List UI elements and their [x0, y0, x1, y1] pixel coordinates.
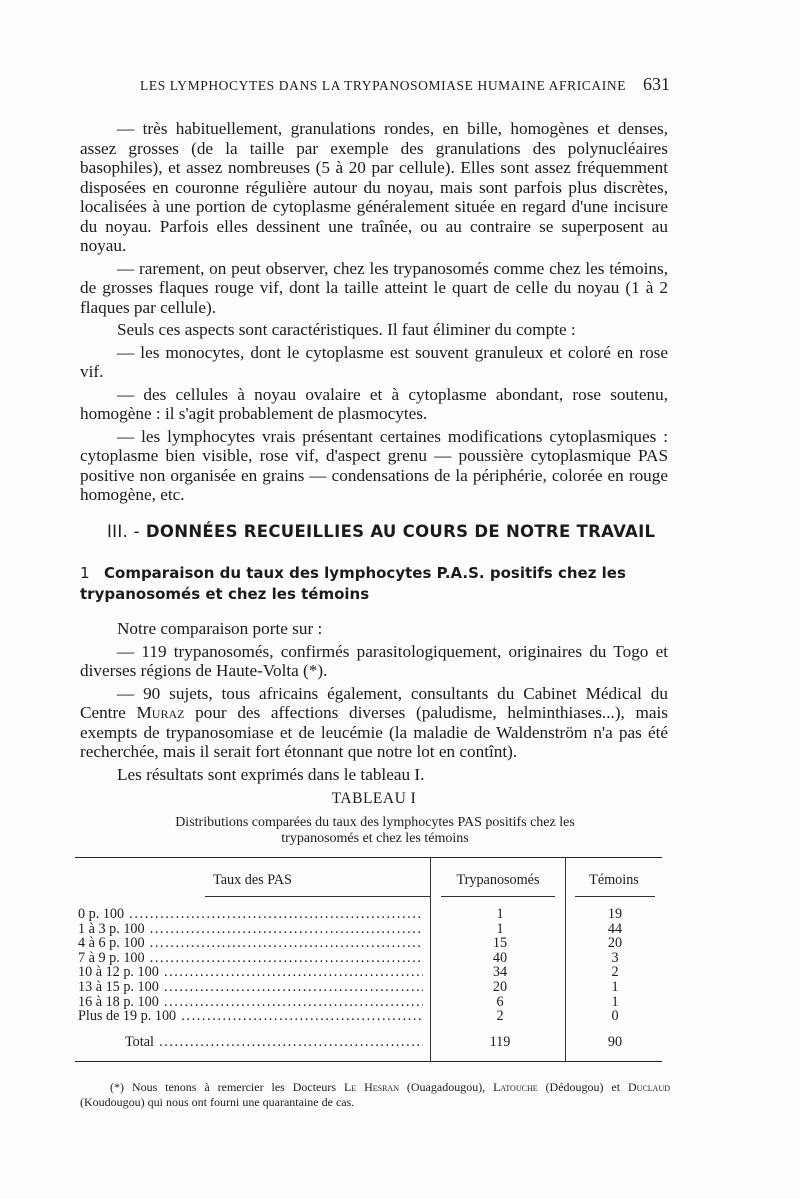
row-label: 4 à 6 p. 100 .....	[78, 935, 423, 952]
cell-temoins: 0	[611, 1008, 619, 1025]
row-label: 1 à 3 p. 100 .....	[78, 921, 423, 938]
centre-name: Muraz	[136, 703, 185, 722]
table-title: TABLEAU I	[331, 790, 417, 807]
column-header: Taux des PAS	[213, 872, 292, 888]
table-row	[75, 964, 662, 979]
footnote-mark: (*)	[110, 1080, 124, 1094]
section-title: DONNÉES RECUEILLIES AU COURS DE NOTRE TRAVAIL	[145, 522, 656, 541]
text-span: (Ouagadougou),	[398, 1080, 494, 1094]
paragraph: — les lymphocytes vrais présentant certaines modifications cytoplasmiques : cytoplasme bien visible, rose vif, d'aspect grenu — poussière cytoplasmique PAS positive non organisée en grains — condensations de la périphérie, colorée en rouge homogène, etc.	[80, 426, 668, 504]
paragraph: — des cellules à noyau ovalaire et à cytoplasme abondant, rose soutenu, homogène : il s'agit probablement de plasmocytes.	[80, 384, 668, 423]
row-label: 10 à 12 p. 100 .....	[78, 964, 423, 981]
subsection-title: Comparaison du taux des lymphocytes P.A.S. positifs chez les trypanosomés et chez les témoins	[80, 564, 626, 603]
body-text-block-1	[80, 119, 668, 505]
header-rule	[441, 896, 555, 897]
text-span: pour des affections diverses (paludisme, helminthiases...), mais exempts de trypanosomiase et de leucémie (la maladie de Waldenström n'a pas été recherchée, mais il serait fort étonnant que notre lot en contînt).	[80, 703, 668, 761]
table-row	[75, 935, 662, 950]
section-heading	[107, 522, 667, 541]
paragraph: Seuls ces aspects sont caractéristiques. Il faut éliminer du compte :	[117, 320, 576, 339]
text-span: Nous tenons à remercier les Docteurs	[131, 1080, 344, 1094]
row-label: 16 à 18 p. 100 .....	[78, 994, 423, 1011]
column-header: Trypanosomés	[456, 872, 540, 888]
data-table	[75, 857, 662, 1062]
cell-trypanosomes: 2	[496, 1008, 504, 1025]
table-row	[75, 979, 662, 994]
running-title: LES LYMPHOCYTES DANS LA TRYPANOSOMIASE HUMAINE AFRICAINE	[140, 78, 627, 93]
doctor-name: Latouche	[493, 1080, 538, 1094]
header-rule	[205, 896, 430, 897]
total-trypanosomes: 119	[489, 1034, 511, 1050]
row-label: 0 p. 100 .....	[78, 906, 423, 923]
row-label: Plus de 19 p. 100 .....	[78, 1008, 423, 1025]
total-temoins: 90	[607, 1034, 623, 1050]
doctor-name: Le Hesran	[343, 1080, 399, 1094]
row-label: 13 à 15 p. 100 .....	[78, 979, 423, 996]
cell-temoins: 2	[611, 964, 619, 981]
page-number: 631	[643, 74, 670, 94]
table-row	[75, 1008, 662, 1023]
cell-temoins: 3	[611, 949, 619, 966]
text-span: — 90 sujets, tous africains également, consultants du Cabinet Médical du Centre	[80, 683, 668, 722]
subsection-number: 1	[80, 564, 90, 582]
cell-trypanosomes: 6	[496, 993, 504, 1010]
paragraph	[80, 684, 668, 762]
cell-trypanosomes: 20	[492, 978, 508, 995]
doctor-name: Duclaud	[628, 1080, 670, 1094]
cell-trypanosomes: 1	[496, 920, 504, 937]
table-row	[75, 906, 662, 921]
subsection-heading	[80, 563, 670, 605]
paragraph: — très habituellement, granulations rondes, en bille, homogènes et denses, assez grosses (de la taille par exemple des granulations des polynucléaires basophiles), et assez nombreuses (5 à 20 par cellule). Elles sont assez fréquemment disposées en couronne régulière autour du noyau, mais sont parfois plus discrètes, localisées à une portion de cytoplasme généralement située en regard d'une incisure du noyau. Parfois elles dessinent une traînée, ou au contraire se superposent au noyau.	[80, 119, 668, 255]
header-rule	[575, 896, 655, 897]
cell-trypanosomes: 15	[492, 935, 508, 952]
table-caption: Distributions comparées du taux des lymphocytes PAS positifs chez les trypanosomés et chez les témoins	[175, 815, 575, 846]
cell-temoins: 1	[611, 993, 619, 1010]
table-body	[75, 906, 662, 1023]
table-total-row	[75, 1034, 662, 1050]
cell-temoins: 19	[607, 906, 623, 922]
section-number: III. -	[107, 522, 140, 541]
paragraph: Les résultats sont exprimés dans le tableau I.	[117, 764, 425, 784]
footnote	[80, 1080, 670, 1110]
table-row	[75, 950, 662, 965]
cell-trypanosomes: 1	[496, 906, 504, 922]
cell-trypanosomes: 40	[492, 949, 508, 966]
cell-temoins: 44	[607, 920, 623, 937]
table-row	[75, 994, 662, 1009]
total-label: Total .....	[125, 1034, 423, 1051]
cell-trypanosomes: 34	[492, 964, 508, 981]
row-label: 7 à 9 p. 100 .....	[78, 950, 423, 967]
cell-temoins: 20	[607, 935, 623, 952]
cell-temoins: 1	[611, 978, 619, 995]
body-text-block-2	[80, 619, 668, 784]
table-row	[75, 921, 662, 936]
paragraph: — rarement, on peut observer, chez les trypanosomés comme chez les témoins, de grosses flaques rouge vif, dont la taille atteint le quart de celle du noyau (1 à 2 flaques par cellule).	[80, 258, 668, 317]
running-header	[140, 74, 670, 94]
paragraph: — 119 trypanosomés, confirmés parasitologiquement, originaires du Togo et diverses régions de Haute-Volta (*).	[80, 641, 668, 680]
text-span: (Dédougou) et	[537, 1080, 628, 1094]
column-header: Témoins	[589, 872, 639, 888]
text-span: (Koudougou) qui nous ont fourni une quarantaine de cas.	[80, 1095, 355, 1109]
paragraph: — les monocytes, dont le cytoplasme est souvent granuleux et coloré en rose vif.	[80, 342, 668, 381]
paragraph: Notre comparaison porte sur :	[117, 619, 323, 638]
